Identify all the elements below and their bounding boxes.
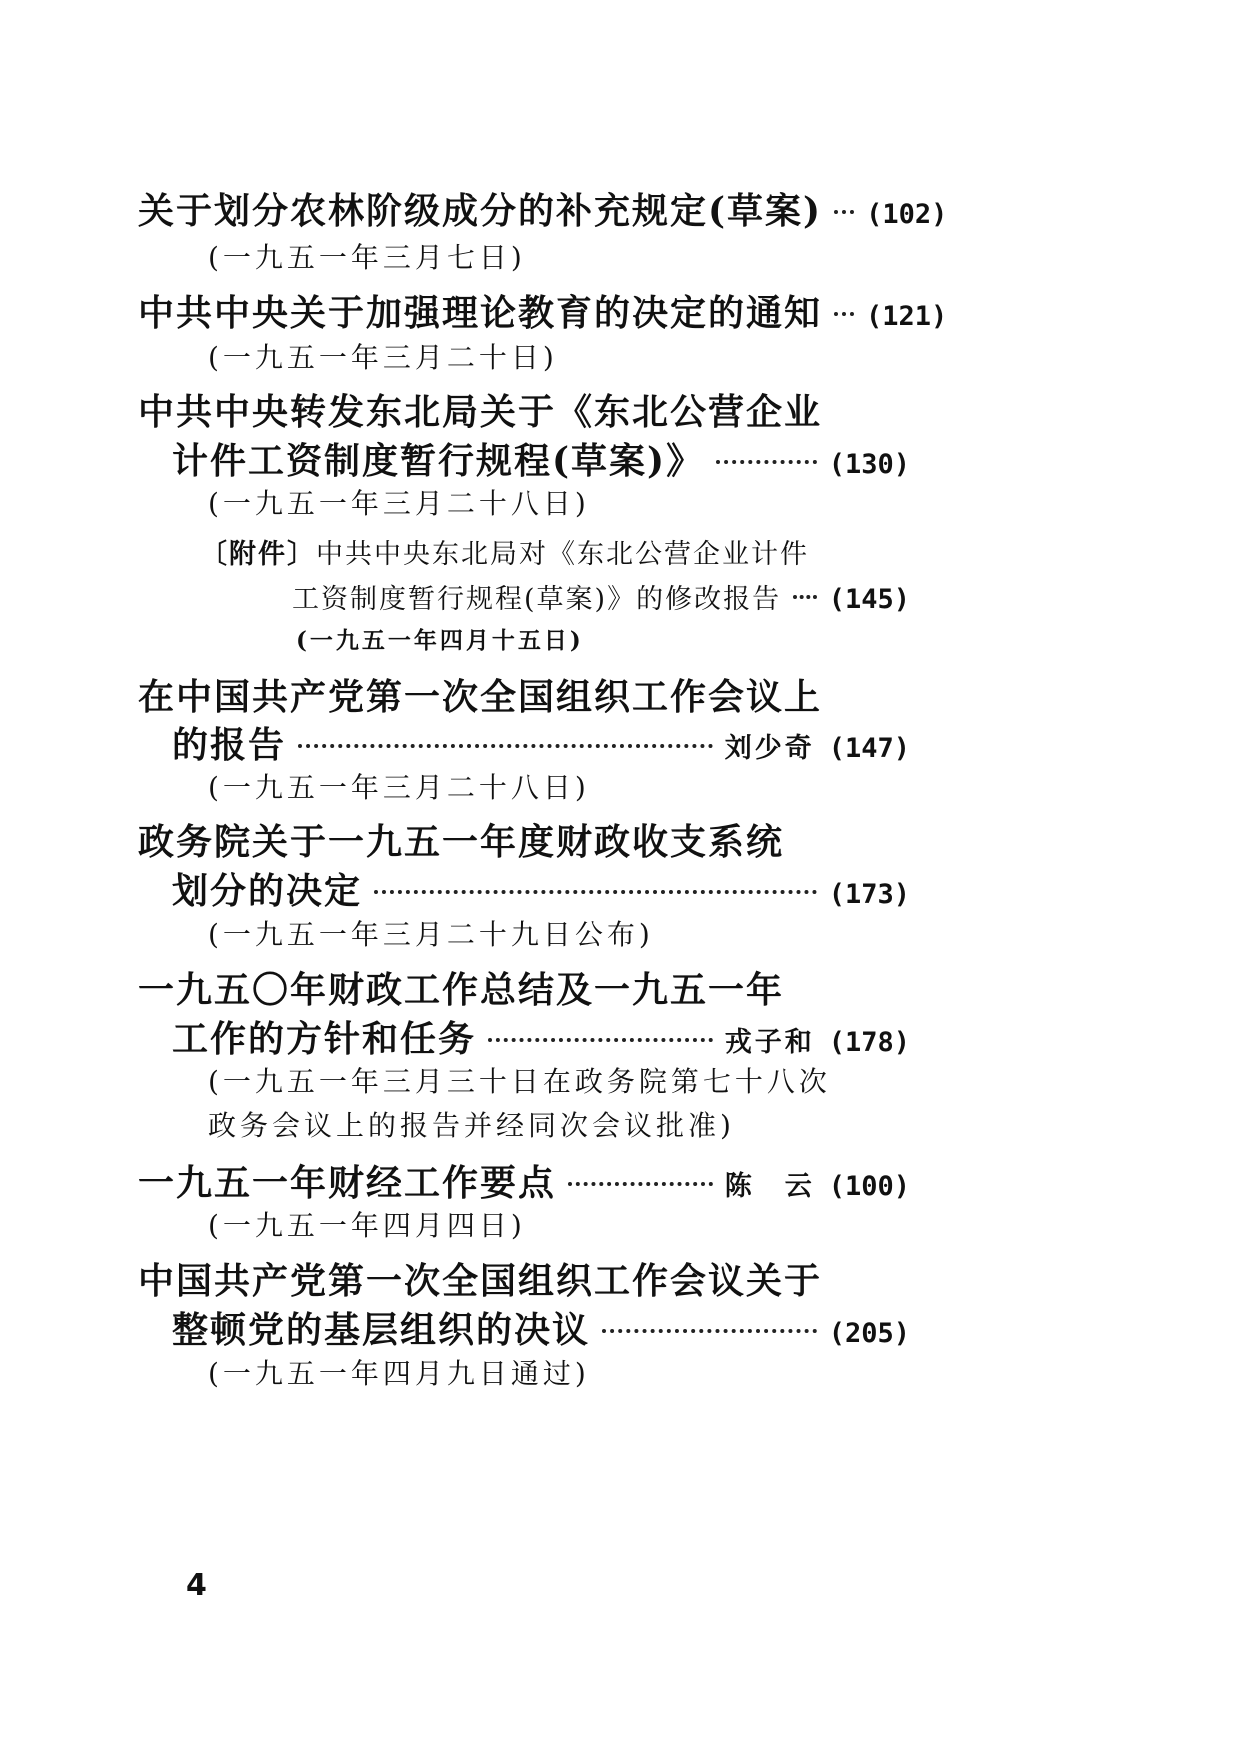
toc-entry-date-text: (一九五一年四月九日通过) <box>208 1357 590 1390</box>
dot-leader <box>834 312 854 316</box>
toc-entry-title[interactable] <box>138 1253 822 1304</box>
toc-entry-title-continuation[interactable] <box>172 863 910 914</box>
toc-attachment-title[interactable] <box>200 532 809 571</box>
dot-leader <box>374 890 817 894</box>
dot-leader <box>602 1329 817 1333</box>
toc-page-ref: (130) <box>828 449 910 480</box>
toc-entry-title-text: 的报告 <box>172 724 287 766</box>
toc-entry-title[interactable] <box>138 669 822 720</box>
toc-attachment-date <box>296 622 584 655</box>
toc-entry-title[interactable] <box>138 962 784 1013</box>
toc-entry-date-text: (一九五一年三月二十八日) <box>208 771 590 804</box>
toc-entry-title-text: 中国共产党第一次全国组织工作会议关于 <box>138 1260 823 1302</box>
toc-page-ref: (205) <box>828 1318 910 1349</box>
dot-leader <box>716 460 817 464</box>
toc-page-ref: (121) <box>866 301 948 332</box>
toc-entry-title-text: 中共中央转发东北局关于《东北公营企业 <box>138 391 823 433</box>
toc-entry-title-continuation[interactable] <box>172 1302 910 1353</box>
toc-entry-date <box>208 766 590 806</box>
toc-entry-title[interactable] <box>138 814 784 865</box>
dot-leader <box>488 1038 713 1042</box>
toc-entry-date-text: (一九五一年三月二十九日公布) <box>208 918 654 951</box>
toc-entry-title-continuation[interactable] <box>172 717 910 768</box>
toc-author: 刘少奇 <box>724 733 815 764</box>
toc-entry-title-text: 中共中央关于加强理论教育的决定的通知 <box>138 292 823 334</box>
toc-entry-title-text: 工作的方针和任务 <box>172 1018 477 1060</box>
toc-attachment-date-text: (一九五一年四月十五日) <box>296 627 584 654</box>
toc-entry-title[interactable] <box>138 285 948 336</box>
toc-page-ref: (178) <box>828 1027 910 1058</box>
toc-entry-title-text: 一九五〇年财政工作总结及一九五一年 <box>138 969 785 1011</box>
toc-page-ref: (102) <box>866 199 948 230</box>
toc-entry-date-text: (一九五一年三月三十日在政务院第七十八次 <box>208 1065 831 1098</box>
toc-entry-title-text: 计件工资制度暂行规程(草案)》 <box>172 440 705 482</box>
page-number: 4 <box>186 1568 207 1603</box>
dot-leader <box>793 595 817 599</box>
toc-entry-date-text: (一九五一年三月二十日) <box>208 341 558 374</box>
dot-leader <box>298 744 713 748</box>
toc-entry-date-text: (一九五一年三月二十八日) <box>208 487 590 520</box>
dot-leader <box>568 1182 713 1186</box>
toc-entry-title-continuation[interactable] <box>172 1011 910 1062</box>
toc-entry-date <box>208 913 654 953</box>
toc-entry-title[interactable] <box>138 1155 910 1206</box>
toc-entry-date <box>208 482 590 522</box>
toc-attachment-title-text: 中共中央东北局对《东北公营企业计件 <box>316 539 809 570</box>
toc-entry-date-continuation <box>208 1104 735 1144</box>
toc-entry-title-text: 划分的决定 <box>172 870 363 912</box>
toc-entry-title[interactable] <box>138 384 822 435</box>
toc-entry-title-continuation[interactable] <box>172 433 910 484</box>
toc-page-ref: (173) <box>828 879 910 910</box>
toc-entry-date <box>208 1352 590 1392</box>
toc-entry-title-text: 整顿党的基层组织的决议 <box>172 1309 591 1351</box>
toc-author: 戎子和 <box>724 1027 815 1058</box>
toc-entry-date <box>208 336 558 376</box>
toc-entry-date-text: (一九五一年三月七日) <box>208 241 526 274</box>
toc-entry-title-text: 政务院关于一九五一年度财政收支系统 <box>138 821 785 863</box>
toc-entry-title-text: 关于划分农林阶级成分的补充规定(草案) <box>138 190 823 232</box>
toc-entry-date-text: 政务会议上的报告并经同次会议批准) <box>208 1109 735 1142</box>
toc-page-ref: (100) <box>828 1171 910 1202</box>
toc-attachment-title-text: 工资制度暂行规程(草案)》的修改报告 <box>292 584 782 615</box>
toc-attachment-title-continuation[interactable] <box>292 577 910 616</box>
toc-entry-title-text: 一九五一年财经工作要点 <box>138 1162 557 1204</box>
toc-entry-title[interactable] <box>138 183 948 234</box>
attachment-label: 〔附件〕 <box>200 539 316 570</box>
toc-entry-date <box>208 1204 526 1244</box>
toc-page-ref: (147) <box>828 733 910 764</box>
toc-entry-title-text: 在中国共产党第一次全国组织工作会议上 <box>138 676 823 718</box>
toc-entry-date <box>208 236 526 276</box>
toc-entry-date <box>208 1060 831 1100</box>
toc-entry-date-text: (一九五一年四月四日) <box>208 1209 526 1242</box>
toc-author: 陈 云 <box>724 1171 815 1202</box>
dot-leader <box>834 210 854 214</box>
toc-page-ref: (145) <box>828 584 910 615</box>
